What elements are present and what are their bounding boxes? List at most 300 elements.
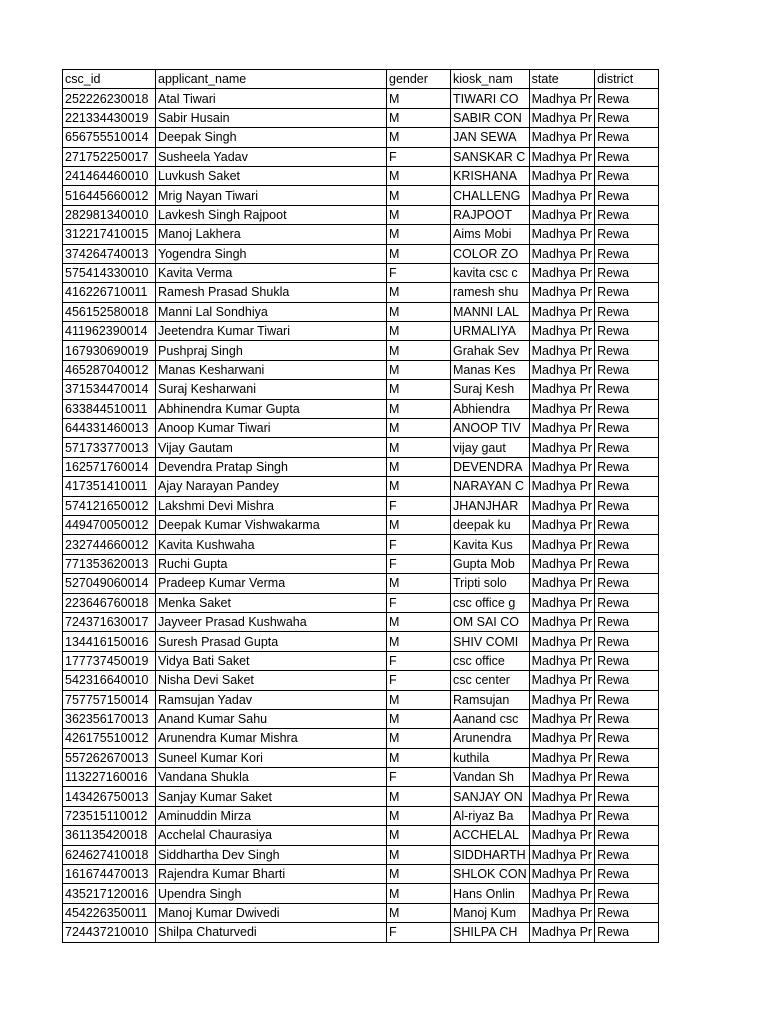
table-row — [63, 108, 659, 127]
applicant-name-cell: Sanjay Kumar Saket — [156, 787, 387, 806]
applicant-name-cell: Susheela Yadav — [156, 147, 387, 166]
state-cell: Madhya Pr — [529, 477, 594, 496]
state-cell: Madhya Pr — [529, 612, 594, 631]
csc-id-cell: 417351410011 — [63, 477, 156, 496]
applicant-name-cell: Anoop Kumar Tiwari — [156, 419, 387, 438]
csc-id-cell: 456152580018 — [63, 302, 156, 321]
table-row — [63, 419, 659, 438]
district-cell: Rewa — [595, 574, 659, 593]
table-row — [63, 438, 659, 457]
kiosk-name-cell: COLOR ZO — [451, 244, 530, 263]
table-row — [63, 845, 659, 864]
gender-cell: M — [387, 438, 451, 457]
kiosk-name-cell: ACCHELAL — [451, 826, 530, 845]
table-row — [63, 302, 659, 321]
csc-id-cell: 449470050012 — [63, 515, 156, 534]
state-cell: Madhya Pr — [529, 787, 594, 806]
table-row — [63, 360, 659, 379]
gender-cell: M — [387, 477, 451, 496]
district-cell: Rewa — [595, 593, 659, 612]
kiosk-name-cell: JHANJHAR — [451, 496, 530, 515]
district-cell: Rewa — [595, 263, 659, 282]
kiosk-name-cell: Vandan Sh — [451, 768, 530, 787]
state-cell: Madhya Pr — [529, 302, 594, 321]
state-cell: Madhya Pr — [529, 535, 594, 554]
column-header-applicant-name: applicant_name — [156, 70, 387, 89]
csc-id-cell: 771353620013 — [63, 554, 156, 573]
csc-id-cell: 575414330010 — [63, 263, 156, 282]
applicant-name-cell: Arunendra Kumar Mishra — [156, 729, 387, 748]
applicant-name-cell: Jayveer Prasad Kushwaha — [156, 612, 387, 631]
district-cell: Rewa — [595, 690, 659, 709]
state-cell: Madhya Pr — [529, 89, 594, 108]
kiosk-name-cell: SHILPA CH — [451, 923, 530, 942]
state-cell: Madhya Pr — [529, 380, 594, 399]
state-cell: Madhya Pr — [529, 457, 594, 476]
applicant-name-cell: Ajay Narayan Pandey — [156, 477, 387, 496]
district-cell: Rewa — [595, 225, 659, 244]
district-cell: Rewa — [595, 147, 659, 166]
applicant-name-cell: Acchelal Chaurasiya — [156, 826, 387, 845]
applicant-name-cell: Ramsujan Yadav — [156, 690, 387, 709]
gender-cell: F — [387, 923, 451, 942]
csc-id-cell: 465287040012 — [63, 360, 156, 379]
csc-id-cell: 134416150016 — [63, 632, 156, 651]
kiosk-name-cell: kuthila — [451, 748, 530, 767]
applicant-name-cell: Suresh Prasad Gupta — [156, 632, 387, 651]
applicant-name-cell: Lakshmi Devi Mishra — [156, 496, 387, 515]
csc-id-cell: 371534470014 — [63, 380, 156, 399]
state-cell: Madhya Pr — [529, 166, 594, 185]
table-row — [63, 729, 659, 748]
table-row — [63, 593, 659, 612]
district-cell: Rewa — [595, 419, 659, 438]
gender-cell: M — [387, 283, 451, 302]
gender-cell: M — [387, 341, 451, 360]
table-header-row — [63, 70, 659, 89]
kiosk-name-cell: RAJPOOT — [451, 205, 530, 224]
csc-id-cell: 571733770013 — [63, 438, 156, 457]
gender-cell: F — [387, 671, 451, 690]
applicant-name-cell: Manoj Lakhera — [156, 225, 387, 244]
gender-cell: M — [387, 302, 451, 321]
state-cell: Madhya Pr — [529, 399, 594, 418]
csc-id-cell: 426175510012 — [63, 729, 156, 748]
kiosk-name-cell: Grahak Sev — [451, 341, 530, 360]
state-cell: Madhya Pr — [529, 360, 594, 379]
csc-id-cell: 221334430019 — [63, 108, 156, 127]
state-cell: Madhya Pr — [529, 205, 594, 224]
district-cell: Rewa — [595, 729, 659, 748]
state-cell: Madhya Pr — [529, 593, 594, 612]
table-row — [63, 496, 659, 515]
csc-id-cell: 435217120016 — [63, 884, 156, 903]
kiosk-name-cell: Al-riyaz Ba — [451, 806, 530, 825]
kiosk-name-cell: Aanand csc — [451, 709, 530, 728]
csc-id-cell: 374264740013 — [63, 244, 156, 263]
district-cell: Rewa — [595, 554, 659, 573]
state-cell: Madhya Pr — [529, 419, 594, 438]
gender-cell: M — [387, 186, 451, 205]
table-row — [63, 923, 659, 942]
csc-id-cell: 557262670013 — [63, 748, 156, 767]
gender-cell: M — [387, 360, 451, 379]
table-row — [63, 205, 659, 224]
district-cell: Rewa — [595, 186, 659, 205]
table-row — [63, 399, 659, 418]
csc-id-cell: 282981340010 — [63, 205, 156, 224]
state-cell: Madhya Pr — [529, 884, 594, 903]
applicant-name-cell: Shilpa Chaturvedi — [156, 923, 387, 942]
kiosk-name-cell: SANJAY ON — [451, 787, 530, 806]
csc-id-cell: 271752250017 — [63, 147, 156, 166]
district-cell: Rewa — [595, 845, 659, 864]
table-row — [63, 903, 659, 922]
state-cell: Madhya Pr — [529, 690, 594, 709]
table-row — [63, 128, 659, 147]
column-header-csc-id: csc_id — [63, 70, 156, 89]
table-row — [63, 671, 659, 690]
gender-cell: M — [387, 205, 451, 224]
table-row — [63, 515, 659, 534]
kiosk-name-cell: deepak ku — [451, 515, 530, 534]
district-cell: Rewa — [595, 806, 659, 825]
applicant-name-cell: Rajendra Kumar Bharti — [156, 865, 387, 884]
gender-cell: M — [387, 399, 451, 418]
state-cell: Madhya Pr — [529, 826, 594, 845]
district-cell: Rewa — [595, 457, 659, 476]
state-cell: Madhya Pr — [529, 186, 594, 205]
district-cell: Rewa — [595, 671, 659, 690]
kiosk-name-cell: Suraj Kesh — [451, 380, 530, 399]
csc-id-cell: 757757150014 — [63, 690, 156, 709]
gender-cell: M — [387, 632, 451, 651]
csc-id-cell: 724437210010 — [63, 923, 156, 942]
district-cell: Rewa — [595, 360, 659, 379]
district-cell: Rewa — [595, 322, 659, 341]
csc-id-cell: 232744660012 — [63, 535, 156, 554]
csc-id-cell: 411962390014 — [63, 322, 156, 341]
state-cell: Madhya Pr — [529, 632, 594, 651]
applicant-name-cell: Suneel Kumar Kori — [156, 748, 387, 767]
gender-cell: F — [387, 535, 451, 554]
table-row — [63, 477, 659, 496]
table-row — [63, 651, 659, 670]
gender-cell: M — [387, 166, 451, 185]
kiosk-name-cell: Ramsujan — [451, 690, 530, 709]
kiosk-name-cell: MANNI LAL — [451, 302, 530, 321]
state-cell: Madhya Pr — [529, 128, 594, 147]
kiosk-name-cell: Hans Onlin — [451, 884, 530, 903]
state-cell: Madhya Pr — [529, 923, 594, 942]
gender-cell: M — [387, 515, 451, 534]
csc-id-cell: 723515110012 — [63, 806, 156, 825]
table-row — [63, 225, 659, 244]
kiosk-name-cell: Manas Kes — [451, 360, 530, 379]
kiosk-name-cell: Aims Mobi — [451, 225, 530, 244]
state-cell: Madhya Pr — [529, 671, 594, 690]
applicant-name-cell: Jeetendra Kumar Tiwari — [156, 322, 387, 341]
applicant-name-cell: Anand Kumar Sahu — [156, 709, 387, 728]
csc-id-cell: 312217410015 — [63, 225, 156, 244]
table-row — [63, 186, 659, 205]
applicant-name-cell: Nisha Devi Saket — [156, 671, 387, 690]
state-cell: Madhya Pr — [529, 515, 594, 534]
applicant-name-cell: Vandana Shukla — [156, 768, 387, 787]
table-row — [63, 884, 659, 903]
csc-id-cell: 516445660012 — [63, 186, 156, 205]
applicant-name-cell: Lavkesh Singh Rajpoot — [156, 205, 387, 224]
kiosk-name-cell: Abhiendra — [451, 399, 530, 418]
kiosk-name-cell: csc center — [451, 671, 530, 690]
kiosk-name-cell: SIDDHARTH — [451, 845, 530, 864]
csc-id-cell: 574121650012 — [63, 496, 156, 515]
state-cell: Madhya Pr — [529, 709, 594, 728]
district-cell: Rewa — [595, 787, 659, 806]
csc-id-cell: 241464460010 — [63, 166, 156, 185]
table-row — [63, 709, 659, 728]
district-cell: Rewa — [595, 380, 659, 399]
gender-cell: M — [387, 748, 451, 767]
csc-id-cell: 454226350011 — [63, 903, 156, 922]
district-cell: Rewa — [595, 302, 659, 321]
gender-cell: M — [387, 690, 451, 709]
table-row — [63, 690, 659, 709]
applicant-name-cell: Suraj Kesharwani — [156, 380, 387, 399]
state-cell: Madhya Pr — [529, 283, 594, 302]
applicant-name-cell: Siddhartha Dev Singh — [156, 845, 387, 864]
table-row — [63, 748, 659, 767]
applicant-name-cell: Kavita Verma — [156, 263, 387, 282]
district-cell: Rewa — [595, 535, 659, 554]
table-row — [63, 166, 659, 185]
gender-cell: F — [387, 147, 451, 166]
kiosk-name-cell: OM SAI CO — [451, 612, 530, 631]
gender-cell: M — [387, 89, 451, 108]
applicant-name-cell: Devendra Pratap Singh — [156, 457, 387, 476]
csc-id-cell: 724371630017 — [63, 612, 156, 631]
applicant-name-cell: Manni Lal Sondhiya — [156, 302, 387, 321]
district-cell: Rewa — [595, 768, 659, 787]
table-row — [63, 244, 659, 263]
gender-cell: M — [387, 806, 451, 825]
district-cell: Rewa — [595, 748, 659, 767]
gender-cell: M — [387, 457, 451, 476]
gender-cell: M — [387, 128, 451, 147]
csc-id-cell: 143426750013 — [63, 787, 156, 806]
applicant-name-cell: Pushpraj Singh — [156, 341, 387, 360]
district-cell: Rewa — [595, 166, 659, 185]
kiosk-name-cell: ramesh shu — [451, 283, 530, 302]
column-header-district: district — [595, 70, 659, 89]
csc-id-cell: 113227160016 — [63, 768, 156, 787]
state-cell: Madhya Pr — [529, 651, 594, 670]
table-row — [63, 457, 659, 476]
csc-id-cell: 361135420018 — [63, 826, 156, 845]
state-cell: Madhya Pr — [529, 322, 594, 341]
state-cell: Madhya Pr — [529, 768, 594, 787]
kiosk-name-cell: csc office — [451, 651, 530, 670]
district-cell: Rewa — [595, 884, 659, 903]
gender-cell: M — [387, 787, 451, 806]
csc-id-cell: 656755510014 — [63, 128, 156, 147]
applicant-name-cell: Pradeep Kumar Verma — [156, 574, 387, 593]
applicant-name-cell: Vidya Bati Saket — [156, 651, 387, 670]
applicant-name-cell: Yogendra Singh — [156, 244, 387, 263]
applicant-name-cell: Kavita Kushwaha — [156, 535, 387, 554]
csc-id-cell: 362356170013 — [63, 709, 156, 728]
kiosk-name-cell: Gupta Mob — [451, 554, 530, 573]
district-cell: Rewa — [595, 826, 659, 845]
table-row — [63, 322, 659, 341]
applicant-name-cell: Abhinendra Kumar Gupta — [156, 399, 387, 418]
district-cell: Rewa — [595, 89, 659, 108]
state-cell: Madhya Pr — [529, 263, 594, 282]
table-row — [63, 341, 659, 360]
district-cell: Rewa — [595, 496, 659, 515]
kiosk-name-cell: SHLOK CON — [451, 865, 530, 884]
state-cell: Madhya Pr — [529, 496, 594, 515]
table-row — [63, 535, 659, 554]
column-header-gender: gender — [387, 70, 451, 89]
gender-cell: M — [387, 612, 451, 631]
kiosk-name-cell: Tripti solo — [451, 574, 530, 593]
csc-id-cell: 624627410018 — [63, 845, 156, 864]
csc-id-cell: 162571760014 — [63, 457, 156, 476]
state-cell: Madhya Pr — [529, 729, 594, 748]
csc-id-cell: 252226230018 — [63, 89, 156, 108]
applicant-name-cell: Sabir Husain — [156, 108, 387, 127]
kiosk-name-cell: TIWARI CO — [451, 89, 530, 108]
district-cell: Rewa — [595, 205, 659, 224]
table-row — [63, 89, 659, 108]
applicant-name-cell: Manas Kesharwani — [156, 360, 387, 379]
applicant-name-cell: Deepak Kumar Vishwakarma — [156, 515, 387, 534]
column-header-state: state — [529, 70, 594, 89]
csc-id-cell: 223646760018 — [63, 593, 156, 612]
district-cell: Rewa — [595, 709, 659, 728]
state-cell: Madhya Pr — [529, 748, 594, 767]
district-cell: Rewa — [595, 651, 659, 670]
csc-id-cell: 416226710011 — [63, 283, 156, 302]
applicant-name-cell: Ruchi Gupta — [156, 554, 387, 573]
gender-cell: M — [387, 322, 451, 341]
gender-cell: M — [387, 884, 451, 903]
table-row — [63, 787, 659, 806]
gender-cell: M — [387, 865, 451, 884]
state-cell: Madhya Pr — [529, 244, 594, 263]
gender-cell: M — [387, 108, 451, 127]
district-cell: Rewa — [595, 923, 659, 942]
table-row — [63, 806, 659, 825]
district-cell: Rewa — [595, 632, 659, 651]
gender-cell: M — [387, 419, 451, 438]
state-cell: Madhya Pr — [529, 147, 594, 166]
kiosk-name-cell: SHIV COMI — [451, 632, 530, 651]
table-body — [63, 70, 659, 943]
state-cell: Madhya Pr — [529, 225, 594, 244]
district-cell: Rewa — [595, 108, 659, 127]
gender-cell: M — [387, 903, 451, 922]
state-cell: Madhya Pr — [529, 438, 594, 457]
gender-cell: F — [387, 651, 451, 670]
gender-cell: M — [387, 845, 451, 864]
gender-cell: M — [387, 574, 451, 593]
kiosk-name-cell: csc office g — [451, 593, 530, 612]
state-cell: Madhya Pr — [529, 845, 594, 864]
state-cell: Madhya Pr — [529, 554, 594, 573]
state-cell: Madhya Pr — [529, 574, 594, 593]
state-cell: Madhya Pr — [529, 108, 594, 127]
kiosk-name-cell: kavita csc c — [451, 263, 530, 282]
kiosk-name-cell: Kavita Kus — [451, 535, 530, 554]
gender-cell: F — [387, 768, 451, 787]
gender-cell: M — [387, 244, 451, 263]
table-row — [63, 147, 659, 166]
state-cell: Madhya Pr — [529, 341, 594, 360]
kiosk-name-cell: SABIR CON — [451, 108, 530, 127]
district-cell: Rewa — [595, 612, 659, 631]
applicant-name-cell: Luvkush Saket — [156, 166, 387, 185]
kiosk-name-cell: vijay gaut — [451, 438, 530, 457]
kiosk-name-cell: JAN SEWA — [451, 128, 530, 147]
table-row — [63, 554, 659, 573]
gender-cell: M — [387, 380, 451, 399]
kiosk-name-cell: SANSKAR C — [451, 147, 530, 166]
table-row — [63, 865, 659, 884]
csc-id-cell: 542316640010 — [63, 671, 156, 690]
state-cell: Madhya Pr — [529, 806, 594, 825]
district-cell: Rewa — [595, 903, 659, 922]
district-cell: Rewa — [595, 438, 659, 457]
table-row — [63, 612, 659, 631]
table-row — [63, 826, 659, 845]
csc-id-cell: 527049060014 — [63, 574, 156, 593]
gender-cell: M — [387, 225, 451, 244]
district-cell: Rewa — [595, 515, 659, 534]
gender-cell: F — [387, 496, 451, 515]
kiosk-name-cell: URMALIYA — [451, 322, 530, 341]
gender-cell: M — [387, 826, 451, 845]
applicant-name-cell: Menka Saket — [156, 593, 387, 612]
applicant-name-cell: Manoj Kumar Dwivedi — [156, 903, 387, 922]
gender-cell: F — [387, 554, 451, 573]
state-cell: Madhya Pr — [529, 865, 594, 884]
kiosk-name-cell: CHALLENG — [451, 186, 530, 205]
district-cell: Rewa — [595, 341, 659, 360]
district-cell: Rewa — [595, 865, 659, 884]
applicant-name-cell: Deepak Singh — [156, 128, 387, 147]
district-cell: Rewa — [595, 283, 659, 302]
table-row — [63, 768, 659, 787]
applicant-name-cell: Mrig Nayan Tiwari — [156, 186, 387, 205]
gender-cell: M — [387, 729, 451, 748]
table-row — [63, 283, 659, 302]
state-cell: Madhya Pr — [529, 903, 594, 922]
applicant-name-cell: Upendra Singh — [156, 884, 387, 903]
district-cell: Rewa — [595, 128, 659, 147]
gender-cell: M — [387, 709, 451, 728]
csc-id-cell: 177737450019 — [63, 651, 156, 670]
district-cell: Rewa — [595, 399, 659, 418]
kiosk-name-cell: ANOOP TIV — [451, 419, 530, 438]
gender-cell: F — [387, 263, 451, 282]
csc-id-cell: 167930690019 — [63, 341, 156, 360]
kiosk-name-cell: Arunendra — [451, 729, 530, 748]
kiosk-name-cell: Manoj Kum — [451, 903, 530, 922]
csc-id-cell: 644331460013 — [63, 419, 156, 438]
table-row — [63, 574, 659, 593]
